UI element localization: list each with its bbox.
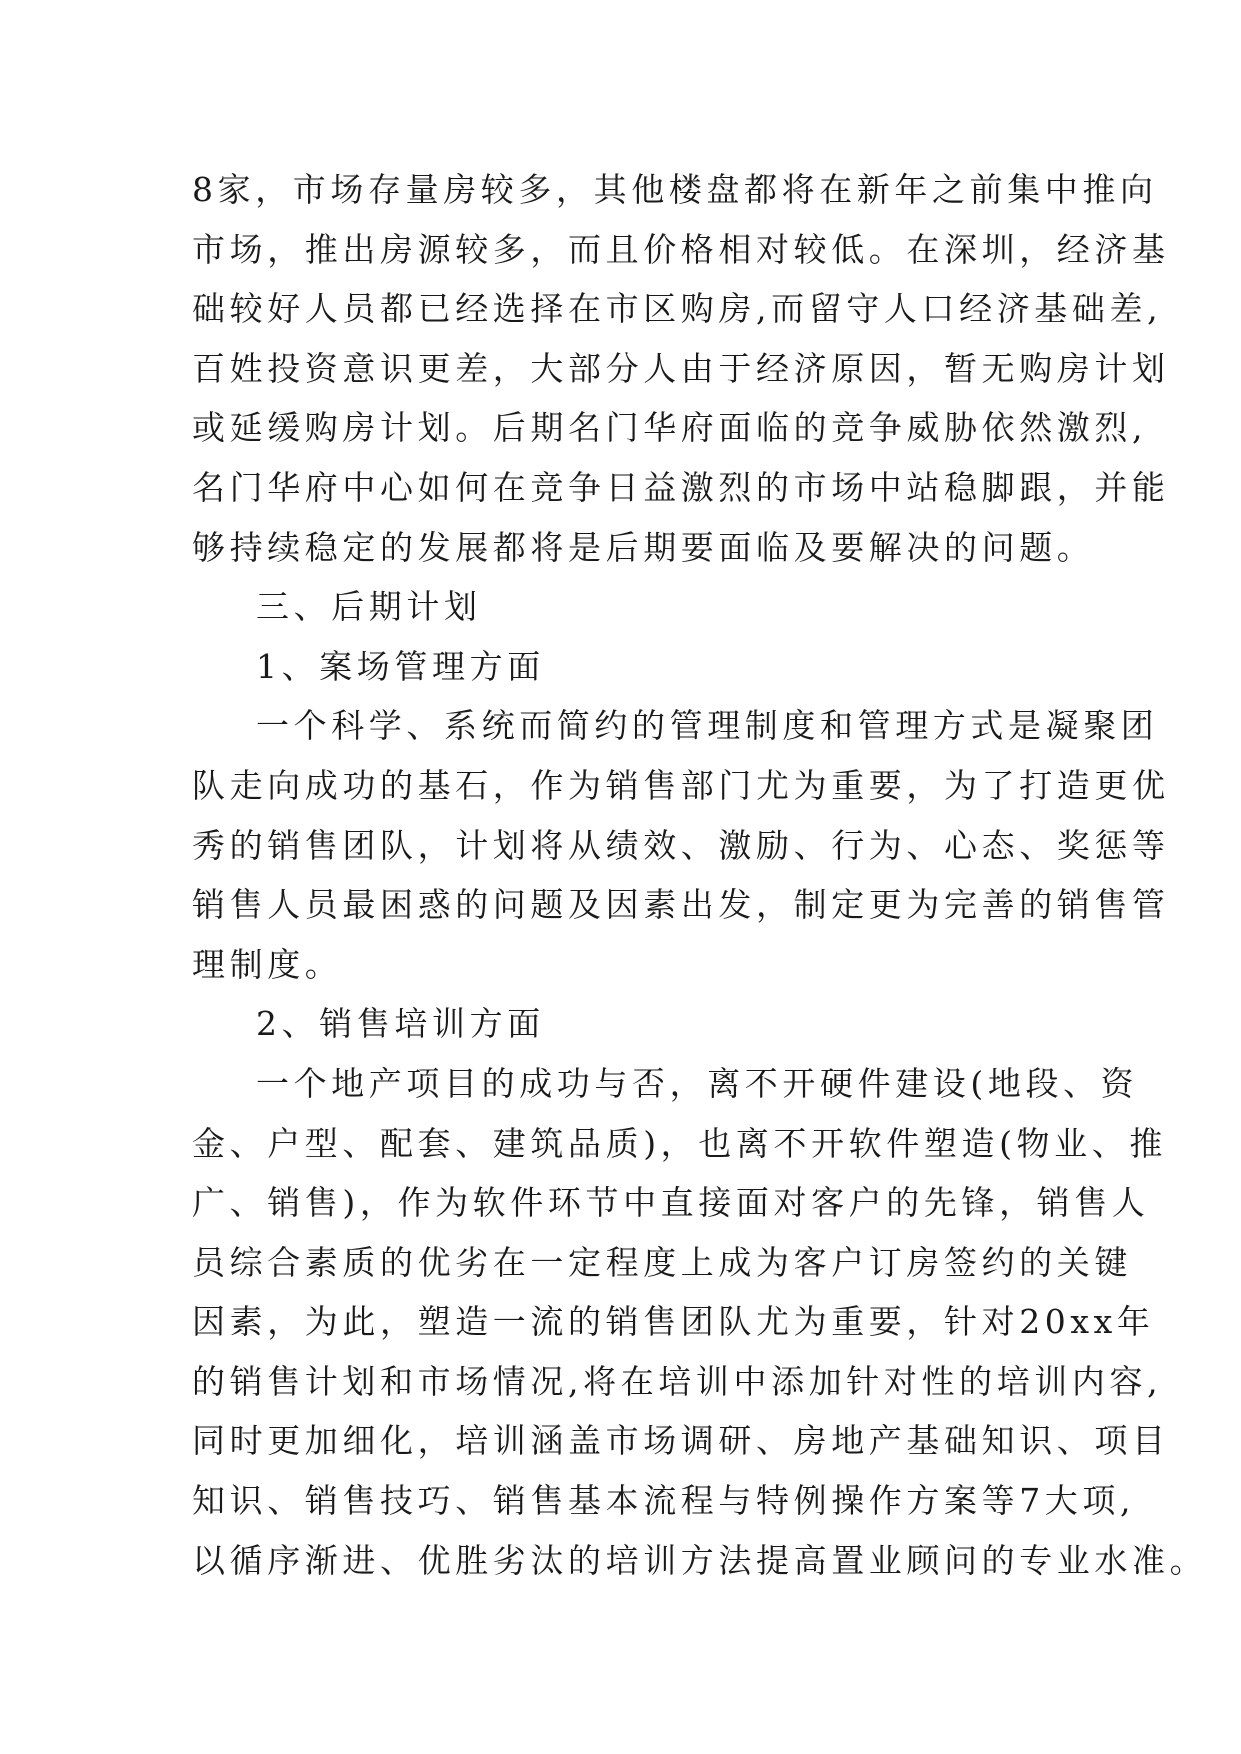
section-heading: 三、后期计划 (256, 587, 482, 627)
body-line: 8家，市场存量房较多，其他楼盘都将在新年之前集中推向 (192, 170, 1158, 209)
body-line: 秀的销售团队，计划将从绩效、激励、行为、心态、奖惩等 (192, 825, 1170, 865)
body-line: 员综合素质的优劣在一定程度上成为客户订房签约的关键 (192, 1242, 1132, 1282)
body-line: 队走向成功的基石，作为销售部门尤为重要，为了打造更优 (192, 765, 1170, 805)
body-line: 或延缓购房计划。后期名门华府面临的竞争威胁依然激烈, (192, 408, 1148, 448)
body-line: 础较好人员都已经选择在市区购房,而留守人口经济基础差, (192, 289, 1163, 329)
body-line: 一个地产项目的成功与否，离不开硬件建设(地段、资 (256, 1063, 1139, 1103)
subsection-heading: 2、销售培训方面 (256, 1004, 545, 1044)
body-line: 金、户型、配套、建筑品质)，也离不开软件塑造(物业、推 (192, 1123, 1167, 1163)
body-line: 以循序渐进、优胜劣汰的培训方法提高置业顾问的专业水准。 (192, 1540, 1208, 1580)
body-line: 市场，推出房源较多，而且价格相对较低。在深圳，经济基 (192, 229, 1170, 269)
body-line: 够持续稳定的发展都将是后期要面临及要解决的问题。 (192, 527, 1095, 567)
body-line: 销售人员最困惑的问题及因素出发，制定更为完善的销售管 (192, 885, 1170, 925)
body-line: 百姓投资意识更差，大部分人由于经济原因，暂无购房计划 (192, 348, 1170, 388)
subsection-heading: 1、案场管理方面 (256, 646, 545, 686)
body-line: 同时更加细化，培训涵盖市场调研、房地产基础知识、项目 (192, 1421, 1170, 1461)
body-line: 理制度。 (192, 944, 343, 984)
body-line: 名门华府中心如何在竞争日益激烈的市场中站稳脚跟，并能 (192, 467, 1170, 507)
body-line: 因素，为此，塑造一流的销售团队尤为重要，针对20xx年 (192, 1302, 1155, 1342)
body-line: 广、销售)，作为软件环节中直接面对客户的先锋，销售人 (192, 1183, 1150, 1223)
body-line: 知识、销售技巧、销售基本流程与特例操作方案等7大项, (192, 1481, 1136, 1521)
body-line: 的销售计划和市场情况,将在培训中添加针对性的培训内容, (192, 1361, 1163, 1401)
body-line: 一个科学、系统而简约的管理制度和管理方式是凝聚团 (256, 706, 1159, 746)
document-body (192, 160, 1208, 1590)
